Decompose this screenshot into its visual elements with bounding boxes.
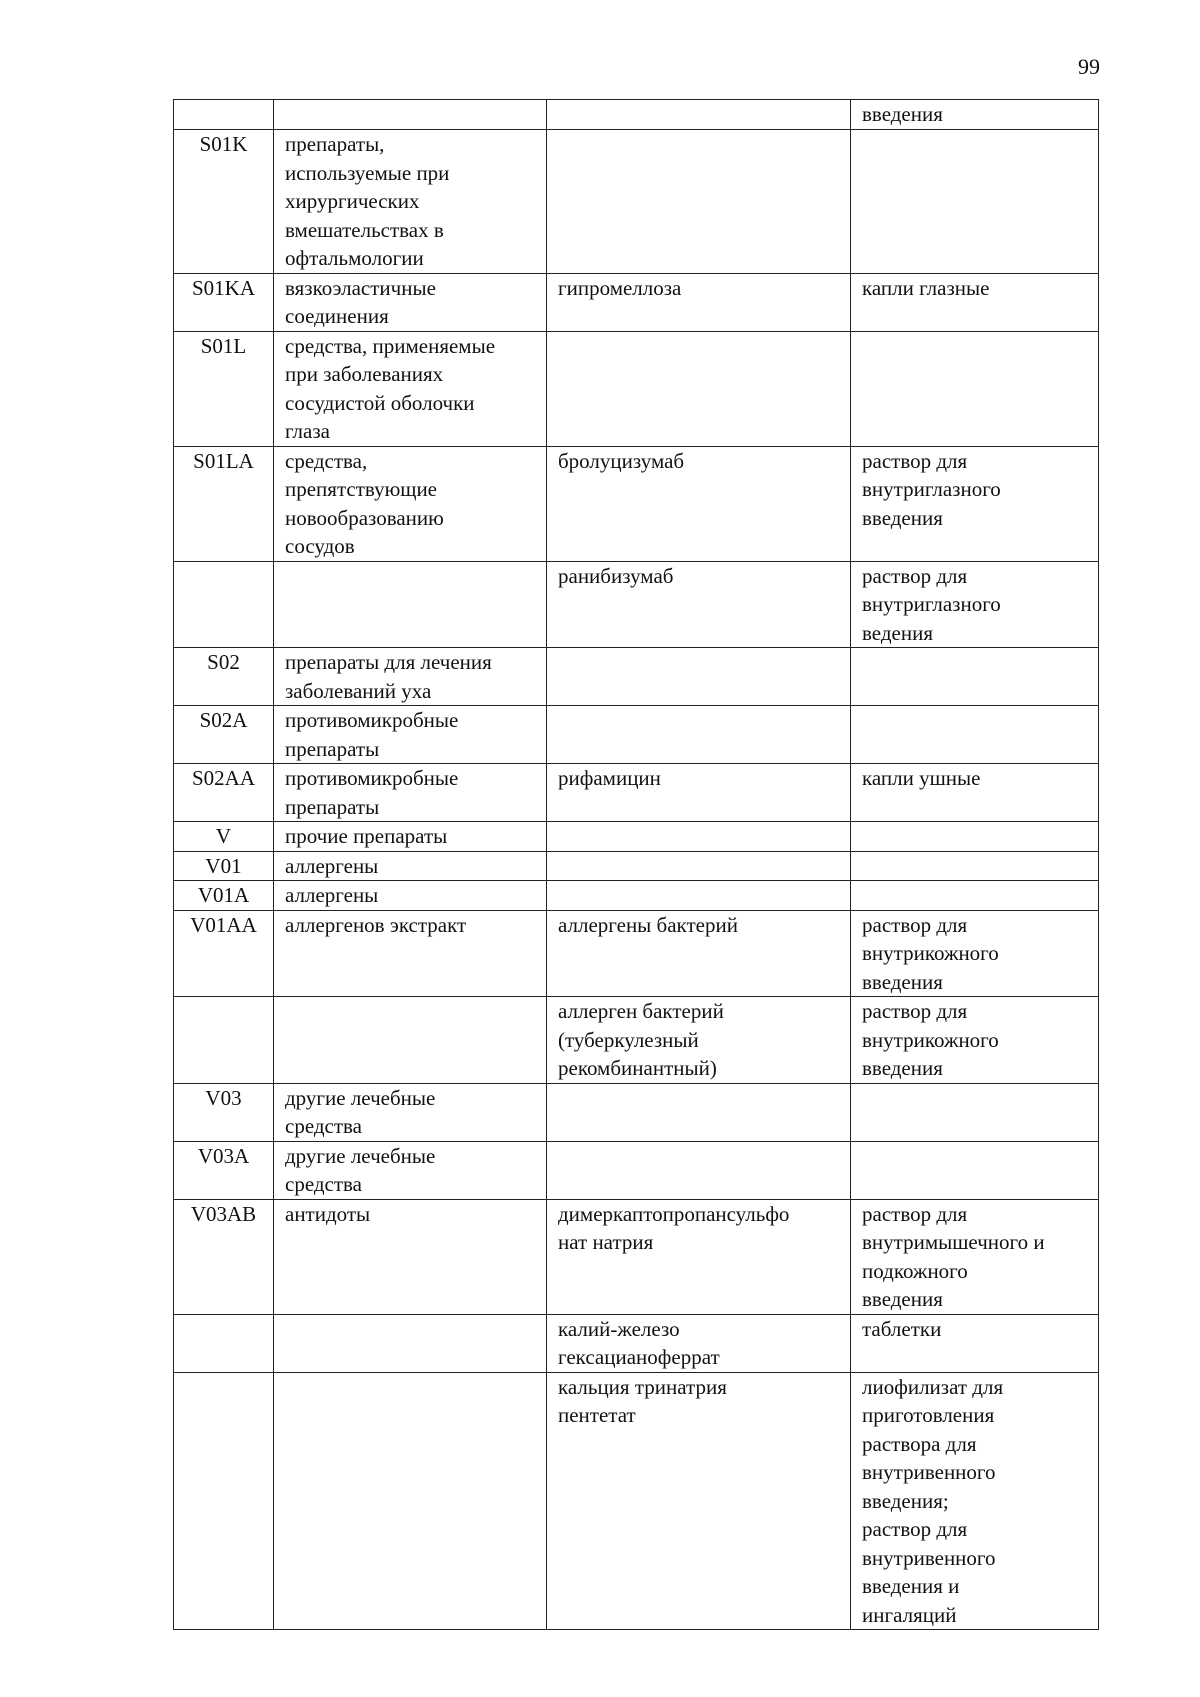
drug-name-cell: [547, 997, 851, 1084]
pharmacological-group-cell: [274, 100, 547, 130]
atc-code-text: S02A: [199, 708, 248, 732]
table-row: [174, 910, 1099, 997]
drug-name-text: аллергены бактерий: [558, 912, 738, 937]
table-row: [174, 446, 1099, 561]
dosage-form-cell: [851, 561, 1099, 648]
pharmacological-group-text: аллергены: [285, 853, 379, 878]
atc-code-text: V03A: [197, 1143, 250, 1168]
atc-code-text: S02: [207, 650, 240, 674]
dosage-form-text: таблетки: [862, 1316, 942, 1341]
pharmacological-group-cell: [274, 1314, 547, 1372]
atc-code-text: S01L: [200, 333, 247, 358]
pharmacological-group-text: аллергены: [285, 883, 379, 907]
table-row: [174, 1199, 1099, 1314]
table-row: [174, 1141, 1099, 1199]
drug-name-cell: [547, 881, 851, 911]
dosage-form-text: раствор для внутриглазного ведения: [862, 563, 1001, 645]
atc-code-cell: [174, 822, 274, 852]
table-row: [174, 1314, 1099, 1372]
table-row: [174, 331, 1099, 446]
drug-name-text: димеркаптопропансульфо нат натрия: [558, 1201, 790, 1254]
table-row: [174, 648, 1099, 706]
pharmacological-group-text: аллергенов экстракт: [285, 912, 467, 937]
dosage-form-cell: [851, 648, 1099, 706]
atc-code-cell: [174, 100, 274, 130]
drug-name-text: ранибизумаб: [558, 563, 674, 588]
drug-name-text: аллерген бактерий (туберкулезный рекомбинантный): [558, 999, 724, 1080]
page-number: 99: [1078, 54, 1100, 79]
table-row: [174, 997, 1099, 1084]
drug-name-cell: [547, 1141, 851, 1199]
dosage-form-cell: [851, 1372, 1099, 1630]
pharmacological-group-cell: [274, 331, 547, 446]
dosage-form-cell: [851, 822, 1099, 852]
drug-name-text: калий-железо гексацианоферрат: [558, 1316, 720, 1369]
pharmacological-group-cell: [274, 910, 547, 997]
drug-name-cell: [547, 561, 851, 648]
drug-name-text: бролуцизумаб: [558, 448, 685, 473]
atc-code-text: S02AA: [191, 766, 255, 790]
pharmacological-group-cell: [274, 1199, 547, 1314]
pharmacological-group-cell: [274, 1141, 547, 1199]
drug-name-text: гипромеллоза: [558, 275, 682, 300]
dosage-form-text: раствор для внутриглазного введения: [862, 448, 1001, 530]
dosage-form-cell: [851, 331, 1099, 446]
pharmacological-group-cell: [274, 881, 547, 911]
pharmacological-group-text: прочие препараты: [285, 824, 448, 848]
pharmacological-group-text: противомикробные препараты: [285, 766, 459, 819]
atc-code-text: V01A: [197, 883, 250, 907]
atc-code-cell: [174, 1083, 274, 1141]
atc-code-text: V01AA: [190, 912, 257, 937]
drug-name-cell: [547, 130, 851, 274]
drug-name-text: кальция тринатрия пентетат: [558, 1374, 727, 1427]
dosage-form-text: введения: [862, 102, 943, 126]
pharmacological-group-text: другие лечебные средства: [285, 1143, 436, 1196]
dosage-form-cell: [851, 446, 1099, 561]
drug-name-cell: [547, 331, 851, 446]
pharmacological-group-text: вязкоэластичные соединения: [285, 275, 436, 328]
atc-code-cell: [174, 910, 274, 997]
dosage-form-text: капли ушные: [862, 766, 981, 790]
pharmacological-group-text: противомикробные препараты: [285, 708, 459, 761]
drug-name-text: рифамицин: [558, 766, 661, 790]
atc-code-text: S01LA: [193, 448, 254, 473]
atc-code-cell: [174, 1314, 274, 1372]
pharmacological-group-text: препараты, используемые при хирургических вмешательствах в офтальмологии: [285, 132, 450, 270]
table-row: [174, 1083, 1099, 1141]
table-row: [174, 130, 1099, 274]
atc-code-cell: [174, 130, 274, 274]
dosage-form-cell: [851, 1083, 1099, 1141]
dosage-form-cell: [851, 706, 1099, 764]
dosage-form-cell: [851, 851, 1099, 881]
drug-table: [173, 99, 1099, 1630]
dosage-form-cell: [851, 1141, 1099, 1199]
pharmacological-group-cell: [274, 822, 547, 852]
pharmacological-group-cell: [274, 706, 547, 764]
table-row: [174, 881, 1099, 911]
table-row: [174, 764, 1099, 822]
dosage-form-cell: [851, 910, 1099, 997]
drug-name-cell: [547, 100, 851, 130]
table-row: [174, 100, 1099, 130]
dosage-form-text: капли глазные: [862, 275, 990, 300]
pharmacological-group-cell: [274, 561, 547, 648]
atc-code-cell: [174, 706, 274, 764]
drug-name-cell: [547, 446, 851, 561]
atc-code-cell: [174, 1141, 274, 1199]
drug-name-cell: [547, 1372, 851, 1630]
pharmacological-group-cell: [274, 997, 547, 1084]
drug-name-cell: [547, 822, 851, 852]
pharmacological-group-cell: [274, 851, 547, 881]
dosage-form-cell: [851, 100, 1099, 130]
pharmacological-group-cell: [274, 1083, 547, 1141]
drug-name-cell: [547, 1199, 851, 1314]
atc-code-cell: [174, 446, 274, 561]
atc-code-text: S01KA: [191, 275, 255, 300]
pharmacological-group-cell: [274, 648, 547, 706]
atc-code-text: V01: [205, 853, 242, 878]
table-row: [174, 273, 1099, 331]
pharmacological-group-text: другие лечебные средства: [285, 1085, 436, 1138]
atc-code-cell: [174, 851, 274, 881]
atc-code-cell: [174, 1199, 274, 1314]
drug-name-cell: [547, 273, 851, 331]
pharmacological-group-text: препараты для лечения заболеваний уха: [285, 650, 492, 703]
pharmacological-group-cell: [274, 1372, 547, 1630]
dosage-form-text: раствор для внутрикожного введения: [862, 912, 999, 994]
drug-name-cell: [547, 910, 851, 997]
table-row: [174, 561, 1099, 648]
dosage-form-cell: [851, 1199, 1099, 1314]
dosage-form-text: раствор для внутрикожного введения: [862, 999, 999, 1080]
drug-name-cell: [547, 648, 851, 706]
table-row: [174, 851, 1099, 881]
pharmacological-group-text: средства, препятствующие новообразованию сосудов: [285, 448, 444, 558]
pharmacological-group-text: средства, применяемые при заболеваниях сосудистой оболочки глаза: [285, 333, 496, 443]
pharmacological-group-cell: [274, 130, 547, 274]
table-row: [174, 1372, 1099, 1630]
atc-code-text: S01K: [199, 132, 248, 156]
dosage-form-text: раствор для внутримышечного и подкожного введения: [862, 1201, 1045, 1311]
atc-code-cell: [174, 648, 274, 706]
atc-code-cell: [174, 273, 274, 331]
drug-name-cell: [547, 1083, 851, 1141]
atc-code-cell: [174, 997, 274, 1084]
pharmacological-group-text: антидоты: [285, 1201, 371, 1226]
dosage-form-text: лиофилизат для приготовления раствора для внутривенного введения; раствор для внутривенного введения и ингаляций: [862, 1374, 1004, 1627]
dosage-form-cell: [851, 997, 1099, 1084]
dosage-form-cell: [851, 764, 1099, 822]
drug-name-cell: [547, 706, 851, 764]
atc-code-text: V03AB: [190, 1201, 257, 1226]
atc-code-cell: [174, 764, 274, 822]
atc-code-cell: [174, 561, 274, 648]
atc-code-cell: [174, 881, 274, 911]
atc-code-text: V03: [205, 1085, 242, 1110]
atc-code-cell: [174, 1372, 274, 1630]
dosage-form-cell: [851, 273, 1099, 331]
pharmacological-group-cell: [274, 764, 547, 822]
table-row: [174, 706, 1099, 764]
dosage-form-cell: [851, 881, 1099, 911]
dosage-form-cell: [851, 130, 1099, 274]
table-row: [174, 822, 1099, 852]
drug-name-cell: [547, 764, 851, 822]
pharmacological-group-cell: [274, 273, 547, 331]
pharmacological-group-cell: [274, 446, 547, 561]
atc-code-cell: [174, 331, 274, 446]
atc-code-text: V: [215, 824, 232, 848]
dosage-form-cell: [851, 1314, 1099, 1372]
drug-name-cell: [547, 1314, 851, 1372]
drug-name-cell: [547, 851, 851, 881]
table-body: [174, 100, 1099, 1630]
